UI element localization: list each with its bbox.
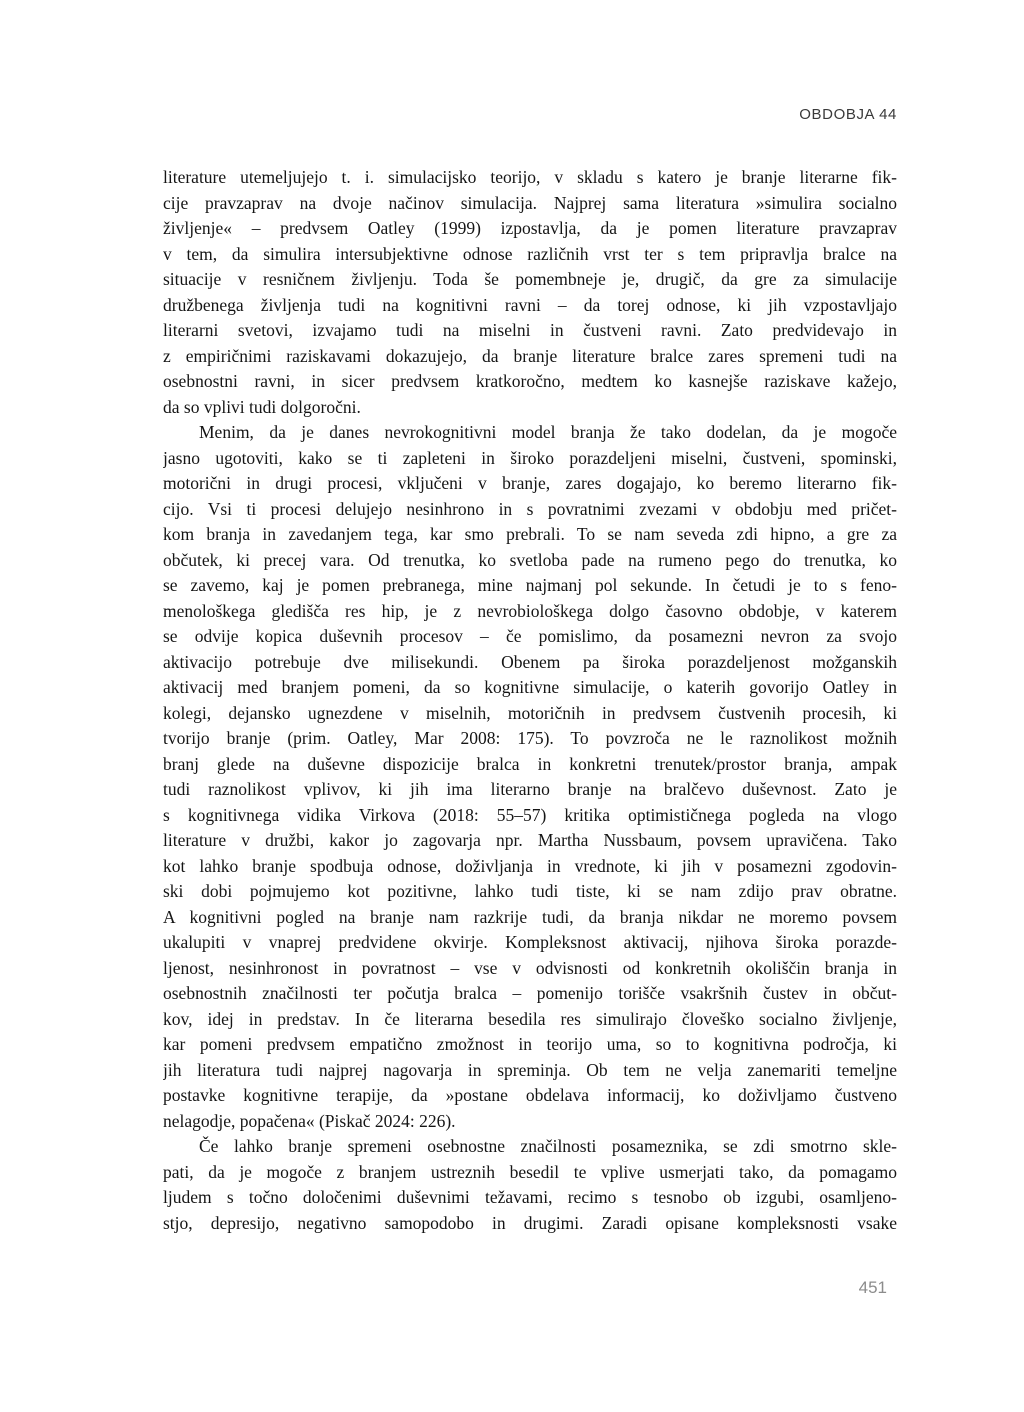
text-line: kot lahko branje spodbuja odnose, doživljanja in vrednote, ki jih v posamezni zgodovin- — [163, 855, 897, 876]
text-line: ukalupiti v vnaprej predvidene okvirje. Kompleksnost aktivacij, njihova široka porazde- — [163, 932, 897, 952]
text-line: občutek, ki precej vara. Od trenutka, ko svetloba pade na rumeno pego do trenutka, ko — [163, 549, 897, 570]
text-line: motorični in drugi procesi, vključeni v branje, zares dogajajo, ko beremo literarno fik- — [163, 473, 897, 493]
text-line: ljenost, nesinhronost in povratnost – vse v odvisnosti od konkretnih okoliščin branja in — [163, 957, 897, 978]
text-line: cijo. Vsi ti procesi delujejo nesinhrono in s povratnimi zvezami v obdobju med pričet- — [163, 498, 897, 519]
text-line: ski dobi pojmujemo kot pozitivne, lahko tudi tiste, ki se nam zdijo prav obratne. — [163, 881, 897, 901]
text-line: literature utemeljujejo t. i. simulacijsko teorijo, v skladu s katero je branje literarne fik- — [163, 167, 897, 187]
text-line: aktivacij med branjem pomeni, da so kognitivne simulacije, o katerih govorijo Oatley in — [163, 677, 897, 697]
text-line: tvorijo branje (prim. Oatley, Mar 2008: 175). To povzroča ne le raznolikost možnih — [163, 728, 897, 748]
paragraph — [163, 165, 897, 420]
text-line: življenje« – predvsem Oatley (1999) izpostavlja, da je pomen literature pravzaprav — [163, 218, 897, 238]
text-line: ljudem s točno določenimi duševnimi težavami, recimo s tesnobo ob izgubi, osamljeno- — [163, 1187, 897, 1207]
text-line: jih literatura tudi najprej nagovarja in spreminja. Ob tem ne velja zanemariti temeljne — [163, 1059, 897, 1080]
text-line: pati, da je mogoče z branjem ustreznih besedil te vplive usmerjati tako, da pomagamo — [163, 1161, 897, 1182]
text-line: osebnostnih značilnosti ter počutja bralca – pomenijo torišče vsakršnih čustev in občut- — [163, 983, 897, 1003]
text-line: branj glede na duševne dispozicije bralca in konkretni trenutek/prostor branja, ampak — [163, 753, 897, 774]
text-line: s kognitivnega vidika Virkova (2018: 55–57) kritika optimističnega pogleda na vlogo — [163, 804, 897, 825]
page-number: 451 — [858, 1278, 887, 1297]
text-line: družbenega življenja tudi na kognitivni ravni – da torej odnose, ki jih vzpostavljajo — [163, 294, 897, 315]
text-line: Menim, da je danes nevrokognitivni model branja že tako dodelan, da je mogoče — [199, 422, 897, 442]
text-line: A kognitivni pogled na branje nam razkrije tudi, da branja nikdar ne moremo povsem — [163, 906, 897, 927]
text-line: cije pravzaprav na dvoje načinov simulacija. Najprej sama literatura »simulira socialno — [163, 192, 897, 213]
text-line: aktivacijo potrebuje dve milisekundi. Obenem pa široka porazdeljenost možganskih — [163, 651, 897, 672]
text-line: nelagodje, popačena« (Piskač 2024: 226). — [163, 1110, 456, 1131]
text-line: kov, idej in predstav. In če literarna besedila res simulirajo človeško socialno življenje, — [163, 1008, 897, 1029]
text-line: postavke kognitivne terapije, da »postane obdelava informacij, ko doživljamo čustveno — [163, 1085, 897, 1105]
text-line: menološkega gledišča res hip, je z nevrobiološkega dolgo časovno obdobje, v katerem — [163, 600, 897, 621]
text-line: z empiričnimi raziskavami dokazujejo, da branje literature bralce zares spremeni tudi na — [163, 345, 897, 366]
body-text-block — [163, 165, 897, 1236]
text-line: osebnostni ravni, in sicer predvsem kratkoročno, medtem ko kasnejše raziskave kažejo, — [163, 371, 897, 391]
text-line: v tem, da simulira intersubjektivne odnose različnih vrst ter s tem pripravlja bralce na — [163, 243, 897, 264]
text-line: stjo, depresijo, negativno samopodobo in drugimi. Zaradi opisane kompleksnosti vsake — [163, 1212, 897, 1233]
text-line: kar pomeni predvsem empatično zmožnost in teorijo uma, so to kognitivna področja, ki — [163, 1034, 897, 1054]
text-line: kom branja in zavedanjem tega, kar smo prebrali. To se nam seveda zdi hipno, a gre za — [163, 524, 897, 544]
text-line: jasno ugotoviti, kako se ti zapleteni in široko porazdeljeni miselni, čustveni, spominski, — [163, 447, 897, 468]
text-line: literarni svetovi, izvajamo tudi na miselni in čustveni ravni. Zato predvidevajo in — [163, 320, 897, 340]
text-line: situacije v resničnem življenju. Toda še pomembneje je, drugič, da gre za simulacije — [163, 269, 897, 289]
text-line: se zavemo, kaj je pomen prebranega, mine najmanj pol sekunde. In četudi je to s feno- — [163, 575, 897, 595]
text-line: literature v družbi, kakor jo zagovarja npr. Martha Nussbaum, povsem upravičena. Tako — [163, 830, 897, 850]
paragraph — [163, 1134, 897, 1236]
text-line: tudi raznolikost vplivov, ki jih ima literarno branje na bralčevo duševnost. Zato je — [163, 779, 897, 799]
text-line: Če lahko branje spremeni osebnostne značilnosti posameznika, se zdi smotrno skle- — [199, 1136, 897, 1156]
running-header: OBDOBJA 44 — [799, 106, 897, 123]
paragraph — [163, 420, 897, 1134]
text-line: da so vplivi tudi dolgoročni. — [163, 396, 361, 417]
text-line: kolegi, dejansko ugnezdene v miselnih, motoričnih in predvsem čustvenih procesih, ki — [163, 702, 897, 723]
text-line: se odvije kopica duševnih procesov – če pomislimo, da posamezni nevron za svojo — [163, 626, 897, 646]
